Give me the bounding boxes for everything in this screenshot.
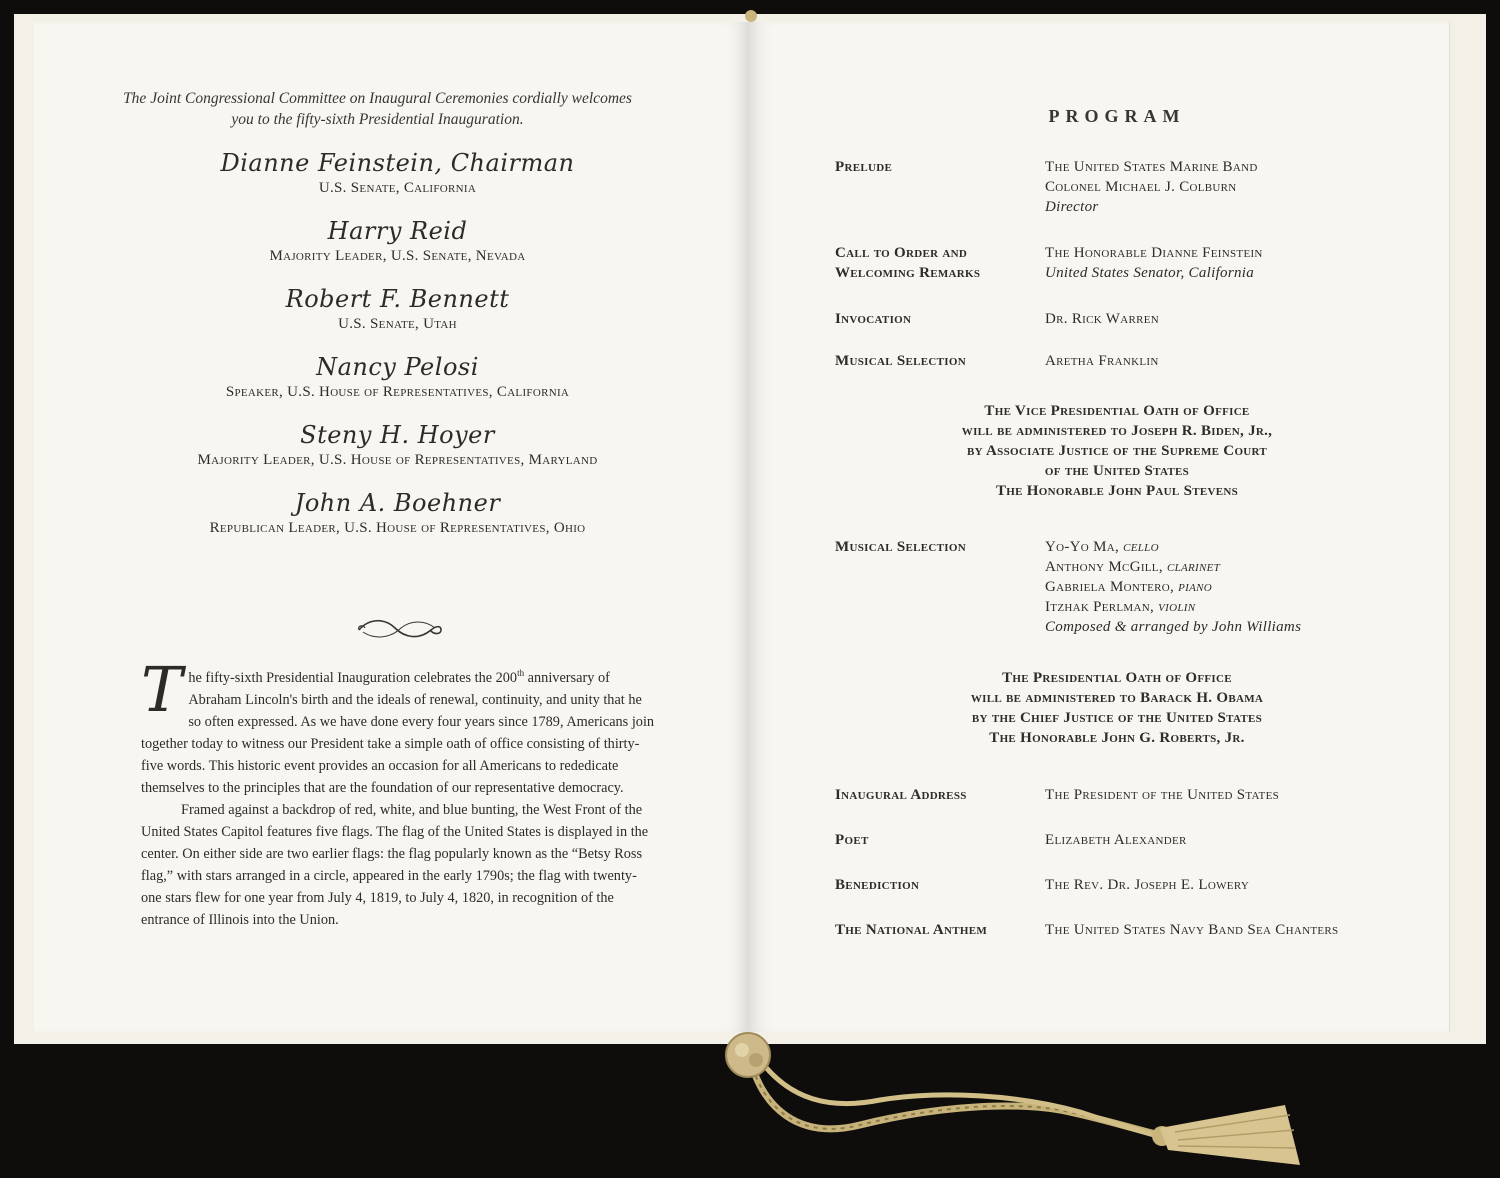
program-label-benediction: Benediction (835, 877, 920, 893)
performer-name: Itzhak Perlman, (1045, 599, 1155, 615)
composer-credit: Composed & arranged by John Williams (1045, 619, 1302, 635)
program-value-inaugural-address: The President of the United States (1045, 787, 1280, 803)
oath-line: of the United States (1044, 463, 1190, 479)
program-value-poet: Elizabeth Alexander (1045, 832, 1187, 848)
oath-line: by the Chief Justice of the United States (971, 710, 1263, 726)
performer-instrument: cello (1123, 539, 1159, 555)
member-title: U.S. Senate, California (318, 180, 477, 196)
oath-line: by Associate Justice of the Supreme Court (966, 443, 1268, 459)
program-value-line: Colonel Michael J. Colburn (1045, 179, 1237, 195)
member-signature: Robert F. Bennett (285, 285, 510, 313)
program-label-invocation: Invocation (835, 311, 912, 327)
performer-name: Gabriela Montero, (1045, 579, 1175, 595)
program-label-inaugural-address: Inaugural Address (835, 787, 967, 803)
program-value-benediction: The Rev. Dr. Joseph E. Lowery (1045, 877, 1250, 893)
drop-cap: T (141, 653, 183, 726)
member-signature: Steny H. Hoyer (300, 421, 495, 449)
member-signature: Dianne Feinstein, Chairman (220, 149, 575, 177)
oath-line: The Presidential Oath of Office (1002, 670, 1232, 686)
oath-line: The Honorable John Paul Stevens (995, 483, 1239, 499)
program-value-invocation: Dr. Rick Warren (1045, 311, 1160, 327)
program-label-poet: Poet (835, 832, 869, 848)
program-value-line: United States Senator, California (1045, 265, 1255, 281)
performer-name: Anthony McGill, (1045, 559, 1163, 575)
essay-paragraph: Framed against a backdrop of red, white, and blue bunting, the West Front of the United States Capitol features five flags. The flag of the United States is displayed in the center. On either side are two earlier flags: the flag popularly known as the “Betsy Ross flag,” with stars arranged in a circle, appeared in the early 1790s; the flag with twenty-one stars flew for one year from July 4, 1819, to July 4, 1820, in recognition of the entrance of Illinois into the Union. (141, 801, 649, 928)
oath-line: The Honorable John G. Roberts, Jr. (989, 730, 1245, 746)
program-label-line: Welcoming Remarks (835, 265, 981, 281)
welcome-text: The Joint Congressional Committee on Inaugural Ceremonies cordially welcomes you to the fifty-sixth Presidential Inauguration. (123, 90, 632, 128)
essay-text: he fifty-sixth Presidential Inauguration celebrates the 200 (188, 669, 518, 686)
program-label-prelude: Prelude (835, 159, 893, 175)
essay-text: anniversary of Abraham Lincoln's birth and the ideals of renewal, continuity, and unity that he so often expressed. As we have done every four years since 1789, Americans join together today to witness our President take a simple oath of office consisting of thirty-five words. This historic event provides an occasion for all Americans to rededicate themselves to the principles that are the foundation of our representative democracy. (141, 669, 655, 796)
performer-instrument: piano (1178, 579, 1212, 595)
oath-line: The Vice Presidential Oath of Office (984, 403, 1250, 419)
member-signature: Nancy Pelosi (316, 353, 479, 381)
performer-name: Yo-Yo Ma, (1045, 539, 1120, 555)
member-title: Majority Leader, U.S. House of Representatives, Maryland (197, 452, 598, 468)
program-label-musical-selection-2: Musical Selection (835, 539, 966, 555)
program-label-national-anthem: The National Anthem (835, 922, 988, 938)
program-label-line: Call to Order and (835, 245, 968, 261)
essay-superscript: th (517, 668, 525, 678)
member-signature: Harry Reid (327, 217, 468, 245)
program-value-line: The Honorable Dianne Feinstein (1045, 245, 1263, 261)
oath-line: will be administered to Barack H. Obama (970, 690, 1264, 706)
member-signature: John A. Boehner (294, 489, 501, 517)
performer-instrument: violin (1158, 599, 1196, 615)
member-title: U.S. Senate, Utah (338, 316, 457, 332)
performer-instrument: clarinet (1166, 559, 1221, 575)
member-title: Republican Leader, U.S. House of Representatives, Ohio (209, 520, 586, 536)
member-title: Speaker, U.S. House of Representatives, California (225, 384, 570, 400)
program-value-line: Director (1045, 199, 1099, 215)
oath-line: will be administered to Joseph R. Biden, Jr., (961, 423, 1273, 439)
program-label-musical-selection: Musical Selection (835, 353, 966, 369)
program-title: PROGRAM (1048, 106, 1186, 126)
program-value-musical-selection: Aretha Franklin (1045, 353, 1159, 369)
program-value-line: The United States Marine Band (1045, 159, 1258, 175)
program-value-national-anthem: The United States Navy Band Sea Chanters (1045, 922, 1339, 938)
member-title: Majority Leader, U.S. Senate, Nevada (269, 248, 526, 264)
